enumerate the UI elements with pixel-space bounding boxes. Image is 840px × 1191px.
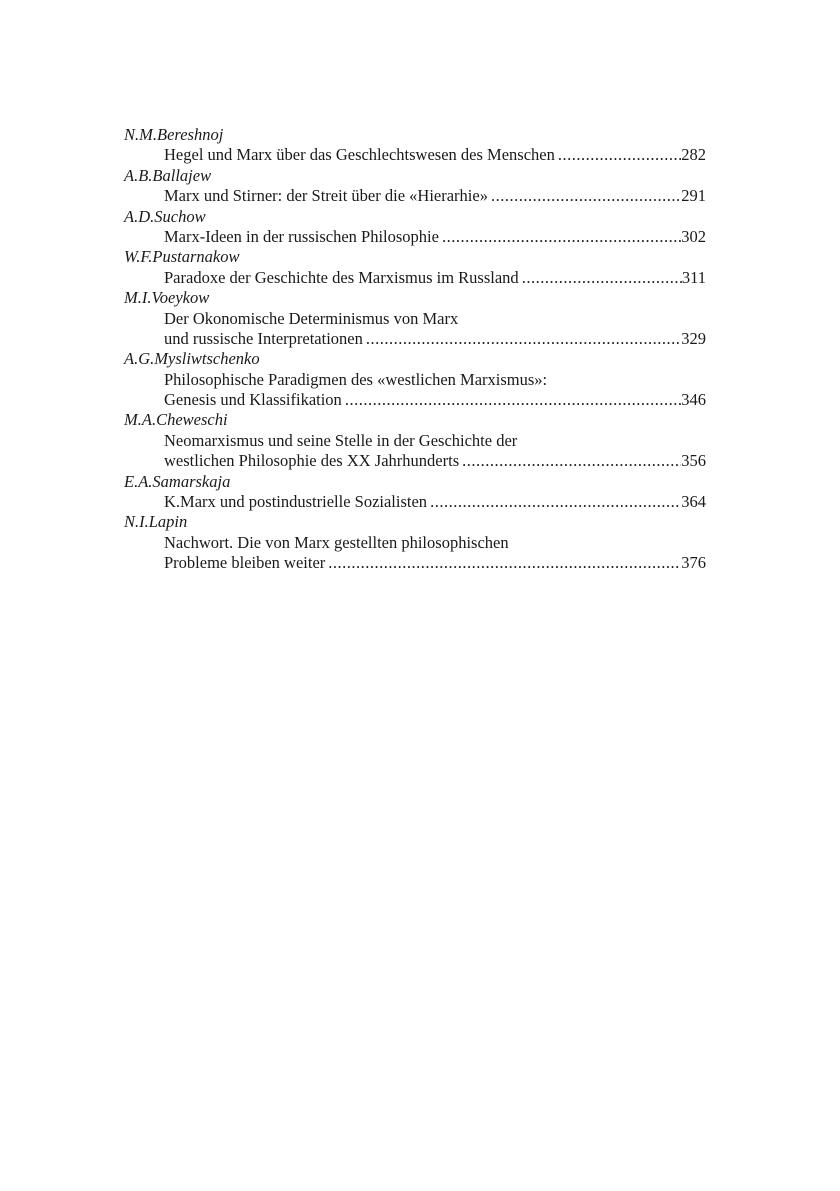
toc-title-text: K.Marx und postindustrielle Sozialisten: [164, 492, 428, 512]
dot-leader: [519, 268, 682, 288]
toc-author: W.F.Pustarnakow: [124, 247, 240, 267]
toc-title-last-line: [124, 390, 706, 410]
toc-title-last-line: [124, 186, 706, 206]
toc-author: E.A.Samarskaja: [124, 471, 231, 491]
toc-page-number: 302: [681, 226, 706, 246]
dot-leader: [459, 451, 681, 471]
toc-title-last-line: [124, 553, 706, 573]
toc-title-line: Neomarxismus und seine Stelle in der Geschichte der: [164, 430, 518, 450]
toc-title-last-line: [124, 329, 706, 349]
toc-page-number: 291: [681, 186, 706, 206]
toc-page-number: 346: [681, 390, 706, 410]
dot-leader: [488, 186, 681, 206]
toc-entry: [124, 349, 706, 410]
toc-title-last-line: [124, 268, 706, 288]
toc-author: A.B.Ballajew: [124, 165, 212, 185]
toc-title-last-line: [124, 227, 706, 247]
toc-title-text: und russische Interpretationen: [164, 328, 363, 348]
toc-title-line: Philosophische Paradigmen des «westlichen Marxismus»:: [164, 369, 548, 389]
table-of-contents: [124, 125, 706, 574]
toc-title-text: Marx-Ideen in der russischen Philosophie: [164, 226, 439, 246]
toc-author: M.A.Cheweschi: [124, 410, 228, 430]
toc-title-last-line: [124, 145, 706, 165]
toc-title-last-line: [124, 451, 706, 471]
toc-page-number: 329: [681, 328, 706, 348]
dot-leader: [439, 227, 681, 247]
toc-entry: [124, 288, 706, 349]
toc-entry: [124, 512, 706, 573]
toc-title-line: Der Okonomische Determinismus von Marx: [164, 308, 459, 328]
toc-title-text: Hegel und Marx über das Geschlechtswesen des Menschen: [164, 145, 555, 165]
dot-leader: [555, 145, 681, 165]
toc-page-number: 376: [681, 553, 706, 573]
toc-author: M.I.Voeykow: [124, 288, 210, 308]
toc-entry: [124, 472, 706, 513]
toc-entry: [124, 166, 706, 207]
dot-leader: [342, 390, 681, 410]
toc-title-text: westlichen Philosophie des XX Jahrhunderts: [164, 451, 460, 471]
toc-entry: [124, 247, 706, 288]
toc-title-text: Marx und Stirner: der Streit über die «Hierarhie»: [164, 186, 488, 206]
toc-entry: [124, 207, 706, 248]
dot-leader: [427, 492, 681, 512]
toc-page-number: 311: [681, 267, 706, 287]
toc-title-line: Nachwort. Die von Marx gestellten philosophischen: [164, 532, 509, 552]
toc-title-last-line: [124, 492, 706, 512]
toc-author: N.I.Lapin: [124, 512, 188, 532]
toc-author: A.G.Mysliwtschenko: [124, 349, 260, 369]
toc-author: N.M.Bereshnoj: [124, 125, 224, 144]
toc-page-number: 282: [681, 145, 706, 165]
toc-page-number: 356: [681, 451, 706, 471]
dot-leader: [363, 329, 681, 349]
toc-title-text: Probleme bleiben weiter: [164, 553, 326, 573]
toc-entry: [124, 410, 706, 471]
toc-page-number: 364: [681, 492, 706, 512]
toc-title-text: Genesis und Klassifikation: [164, 390, 342, 410]
toc-author: A.D.Suchow: [124, 206, 206, 226]
toc-title-text: Paradoxe der Geschichte des Marxismus im Russland: [164, 267, 519, 287]
toc-entry: [124, 125, 706, 166]
dot-leader: [325, 553, 681, 573]
